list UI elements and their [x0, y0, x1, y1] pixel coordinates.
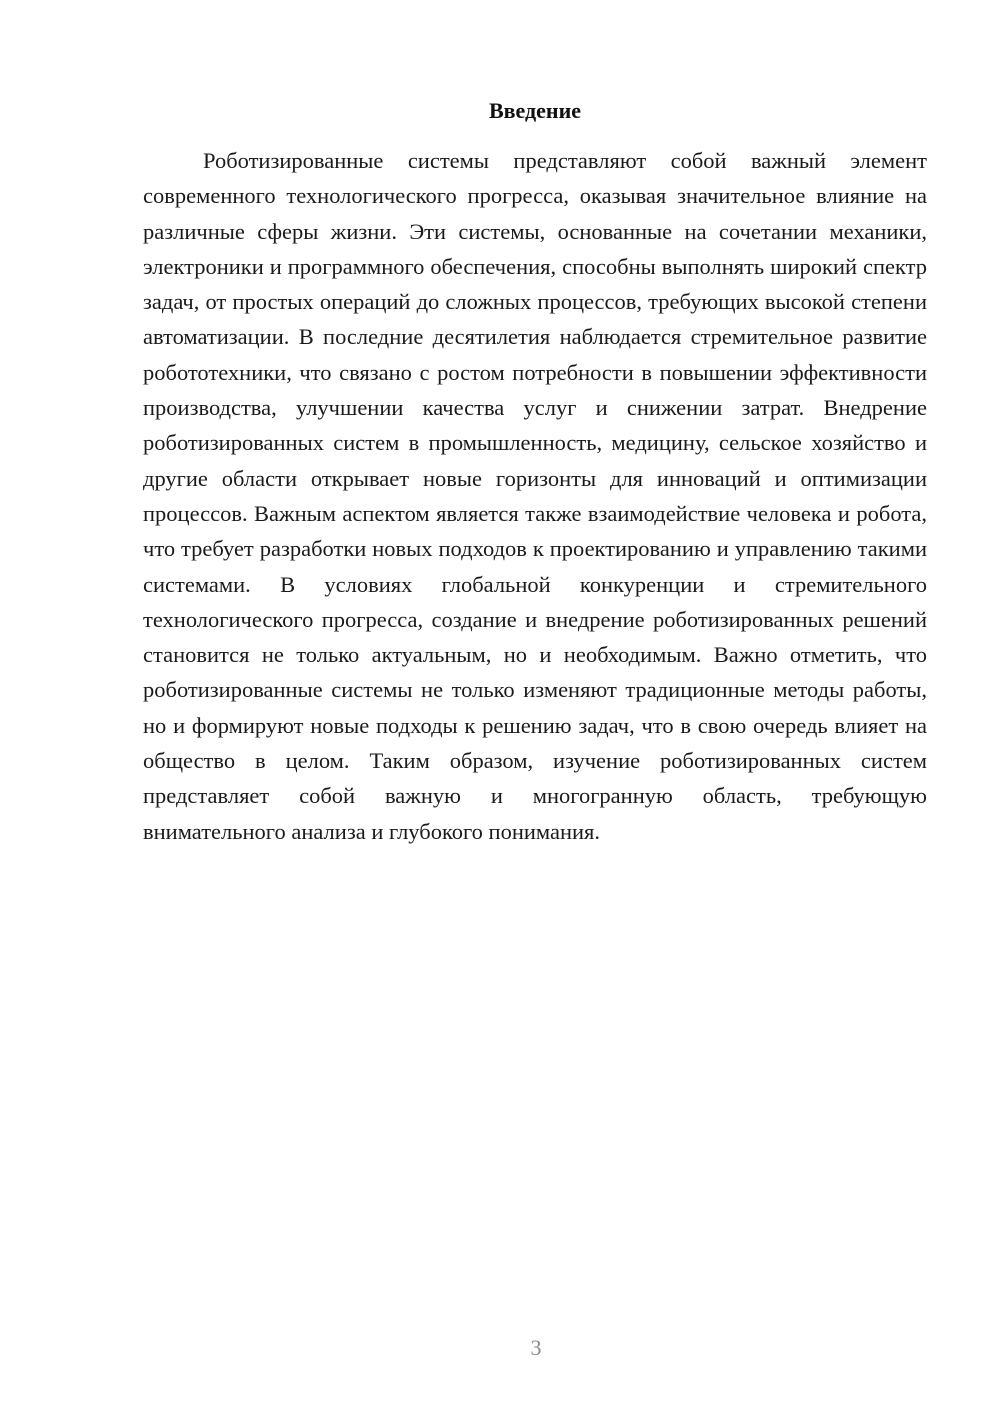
- page-number: 3: [530, 1335, 542, 1360]
- section-title: Введение: [488, 98, 582, 123]
- body-paragraph: Роботизированные системы представляют собой важный элемент современного технологического прогресса, оказывая значительное влияние на различные сферы жизни. Эти системы, основанные на сочетании механики, электроники и программного обеспечения, способны выполнять широкий спектр задач, от простых операций до сложных процессов, требующих высокой степени автоматизации. В последние десятилетия наблюдается стремительное развитие робототехники, что связано с ростом потребности в повышении эффективности производства, улучшении качества услуг и снижении затрат. Внедрение роботизированных систем в промышленность, медицину, сельское хозяйство и другие области открывает новые горизонты для инноваций и оптимизации процессов. Важным аспектом является также взаимодействие человека и робота, что требует разработки новых подходов к проектированию и управлению такими системами. В условиях глобальной конкуренции и стремительного технологического прогресса, создание и внедрение роботизированных решений становится не только актуальным, но и необходимым. Важно отметить, что роботизированные системы не только изменяют традиционные методы работы, но и формируют новые подходы к решению задач, что в свою очередь влияет на общество в целом. Таким образом, изучение роботизированных систем представляет собой важную и многогранную область, требующую внимательного анализа и глубокого понимания.: [143, 148, 927, 844]
